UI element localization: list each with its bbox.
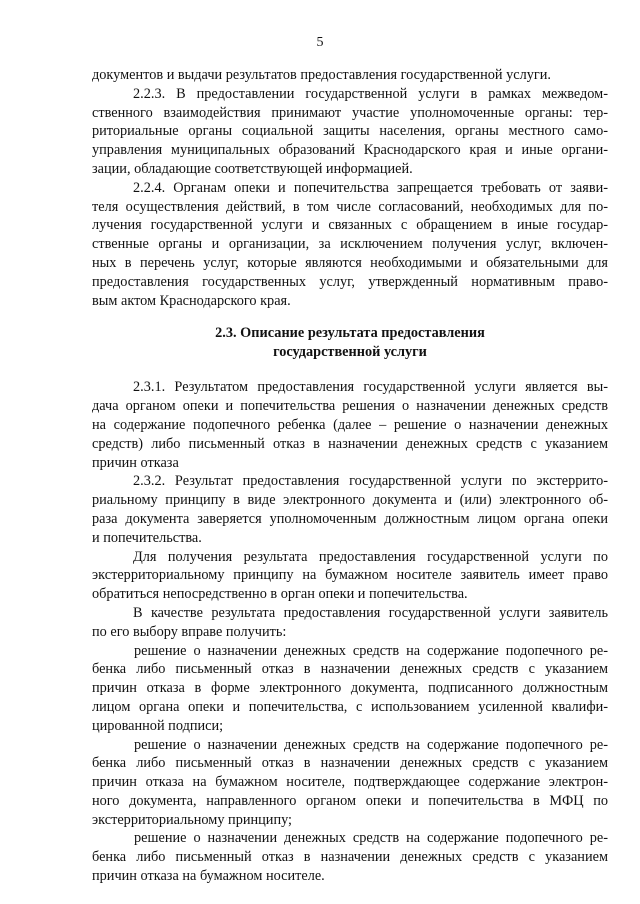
text-line: предоставления государственных услуг, утвержденный нормативным право- bbox=[92, 273, 608, 290]
text-line: и попечительства. bbox=[92, 529, 202, 546]
text-line: управления муниципальных образований Краснодарского края и иные органи- bbox=[92, 142, 608, 159]
text-line: 2.2.4. Органам опеки и попечительства запрещается требовать от заяви- bbox=[133, 179, 608, 196]
text-line: по его выбору вправе получить: bbox=[92, 623, 287, 640]
text-line: ственные органы и организации, за исключением получения услуг, включен- bbox=[92, 236, 608, 253]
document-body bbox=[92, 66, 608, 886]
text-line: на содержание подопечного ребенка (далее – решение о назначении денежных bbox=[92, 416, 608, 433]
text-line: риальному принципу в виде электронного документа и (или) электронного об- bbox=[92, 492, 608, 509]
section-heading bbox=[92, 324, 608, 361]
paragraph-3 bbox=[92, 179, 608, 311]
text-line: бенка либо письменный отказ в назначении денежных средств с указанием bbox=[92, 661, 608, 678]
text-line: решение о назначении денежных средств на содержание подопечного ре- bbox=[134, 830, 608, 847]
paragraph-6 bbox=[92, 548, 608, 604]
heading-line: 2.3. Описание результата предоставления bbox=[215, 325, 485, 342]
text-line: вым актом Краснодарского края. bbox=[92, 292, 291, 309]
paragraph-8 bbox=[92, 642, 608, 736]
paragraph-10 bbox=[92, 829, 608, 885]
text-line: причин отказа на бумажном носителе, подтверждающее содержание электрон- bbox=[92, 774, 608, 791]
text-line: средств) либо письменный отказ в назначении денежных средств с указанием bbox=[92, 435, 608, 452]
text-line: раза документа заверяется уполномоченным должностным лицом органа опеки bbox=[92, 510, 608, 527]
text-line: бенка либо письменный отказ в назначении денежных средств с указанием bbox=[92, 849, 608, 866]
text-line: ного документа, направленного органом опеки и попечительства в МФЦ по bbox=[92, 792, 608, 809]
text-line: причин отказа bbox=[92, 454, 179, 471]
text-line: причин отказа на бумажном носителе. bbox=[92, 868, 325, 885]
text-line: В качестве результата предоставления государственной услуги заявитель bbox=[133, 604, 608, 621]
paragraph-9 bbox=[92, 736, 608, 830]
paragraph-7 bbox=[92, 604, 608, 642]
text-line: 2.3.2. Результат предоставления государственной услуги по экстеррито- bbox=[133, 473, 608, 490]
text-line: обратиться непосредственно в орган опеки и попечительства. bbox=[92, 586, 468, 603]
paragraph-4 bbox=[92, 378, 608, 472]
text-line: ных в перечень услуг, которые являются необходимыми и обязательными для bbox=[92, 254, 608, 271]
paragraph-1 bbox=[92, 66, 608, 85]
text-line: ственного взаимодействия принимают участие уполномоченные органы: тер- bbox=[92, 104, 608, 121]
text-line: зации, обладающие соответствующей информацией. bbox=[92, 160, 413, 177]
heading-line: государственной услуги bbox=[273, 343, 427, 360]
text-line: риториальные органы социальной защиты населения, органы местного само- bbox=[92, 123, 608, 140]
page-number: 5 bbox=[316, 35, 324, 50]
text-line: экстерриториальному принципу на бумажном носителе заявитель имеет право bbox=[92, 567, 608, 584]
text-line: документов и выдачи результатов предоставления государственной услуги. bbox=[92, 67, 552, 83]
text-line: решение о назначении денежных средств на содержание подопечного ре- bbox=[134, 736, 608, 753]
text-line: лучения государственной услуги и связанных с обращением в иные государ- bbox=[92, 217, 608, 234]
text-line: Для получения результата предоставления государственной услуги по bbox=[133, 548, 608, 565]
text-line: решение о назначении денежных средств на содержание подопечного ре- bbox=[134, 642, 608, 659]
text-line: теля осуществления действий, в том числе согласований, необходимых для по- bbox=[92, 198, 608, 215]
text-line: причин отказа в форме электронного документа, подписанного должностным bbox=[92, 680, 608, 697]
text-line: дача органом опеки и попечительства решения о назначении денежных средств bbox=[92, 398, 608, 415]
text-line: 2.2.3. В предоставлении государственной услуги в рамках межведом- bbox=[133, 85, 608, 102]
text-line: 2.3.1. Результатом предоставления государственной услуги является вы- bbox=[133, 379, 608, 396]
paragraph-5 bbox=[92, 472, 608, 547]
text-line: экстерриториальному принципу; bbox=[92, 811, 293, 828]
text-line: бенка либо письменный отказ в назначении денежных средств с указанием bbox=[92, 755, 608, 772]
text-line: цированной подписи; bbox=[92, 717, 224, 734]
text-line: лицом органа опеки и попечительства, с использованием усиленной квалифи- bbox=[92, 698, 608, 715]
paragraph-2 bbox=[92, 85, 608, 179]
